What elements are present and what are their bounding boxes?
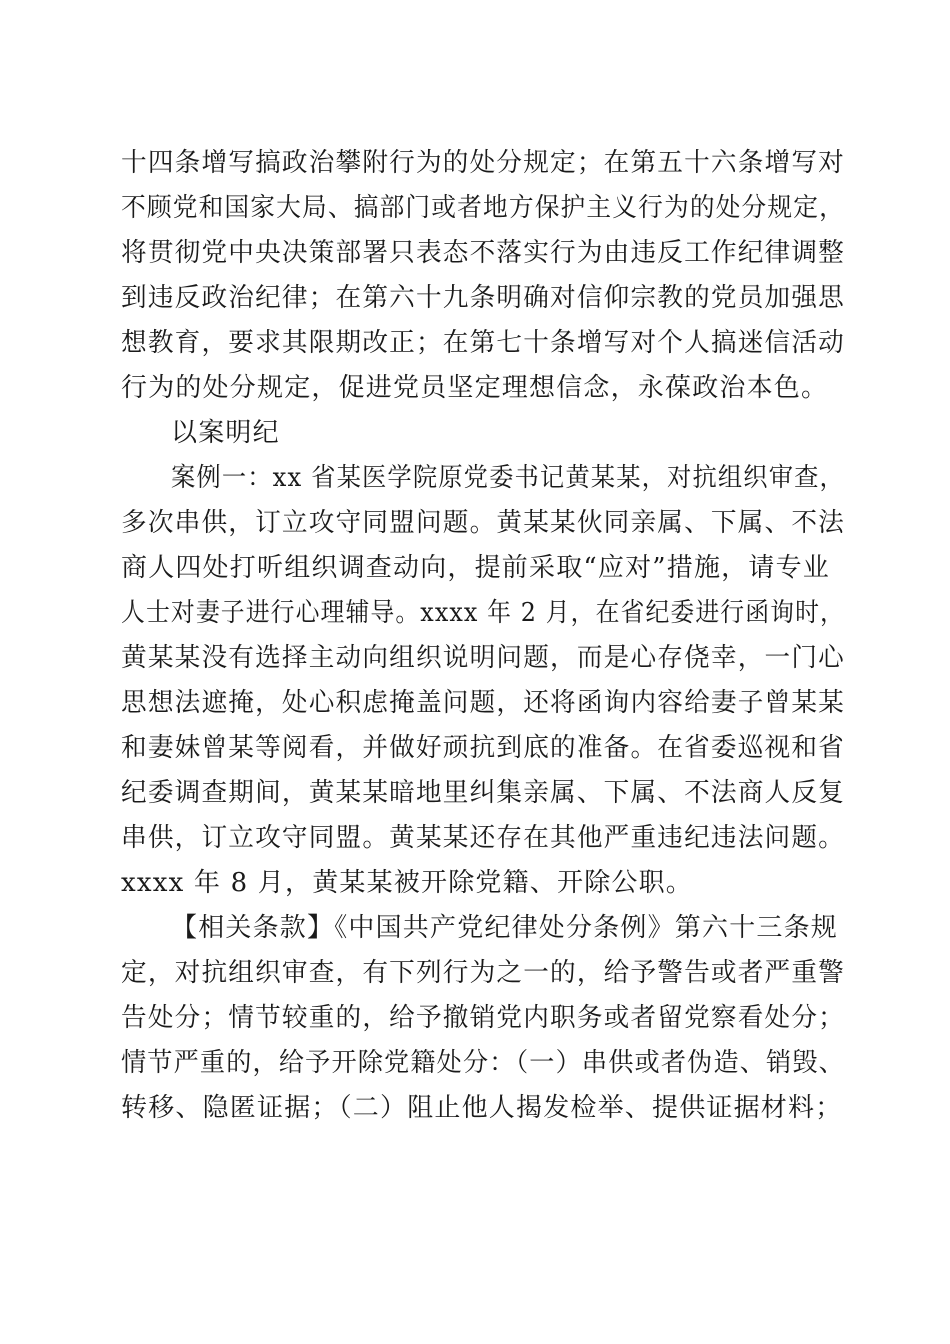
body-line: 情节严重的，给予开除党籍处分：（一）串供或者伪造、销毁、 — [121, 1048, 845, 1078]
body-line: 思想法遮掩，处心积虑掩盖问题，还将函询内容给妻子曾某某 — [121, 688, 845, 718]
body-line: 商人四处打听组织调查动向，提前采取“应对”措施，请专业 — [121, 553, 830, 583]
body-line: 定，对抗组织审查，有下列行为之一的，给予警告或者严重警 — [121, 958, 845, 988]
body-line: 告处分；情节较重的，给予撤销党内职务或者留党察看处分； — [121, 1003, 845, 1033]
body-line: 人士对妻子进行心理辅导。xxxx 年 2 月，在省纪委进行函询时， — [121, 598, 845, 628]
body-line: 纪委调查期间，黄某某暗地里纠集亲属、下属、不法商人反复 — [121, 778, 845, 808]
body-line: 转移、隐匿证据；（二）阻止他人揭发检举、提供证据材料； — [121, 1093, 843, 1123]
body-line: 黄某某没有选择主动向组织说明问题，而是心存侥幸，一门心 — [121, 643, 845, 673]
body-line: 到违反政治纪律；在第六十九条明确对信仰宗教的党员加强思 — [121, 283, 845, 313]
body-line: 想教育，要求其限期改正；在第七十条增写对个人搞迷信活动 — [121, 328, 845, 358]
body-line: 和妻妹曾某等阅看，并做好顽抗到底的准备。在省委巡视和省 — [121, 733, 845, 763]
section-heading: 以案明纪 — [171, 418, 280, 448]
body-line: 不顾党和国家大局、搞部门或者地方保护主义行为的处分规定， — [121, 193, 845, 223]
clause-paragraph-start: 【相关条款】《中国共产党纪律处分条例》第六十三条规 — [171, 913, 839, 943]
body-line: 串供，订立攻守同盟。黄某某还存在其他严重违纪违法问题。 — [121, 823, 845, 853]
body-line: 行为的处分规定，促进党员坚定理想信念，永葆政治本色。 — [121, 373, 829, 403]
case-paragraph-start: 案例一：xx 省某医学院原党委书记黄某某，对抗组织审查， — [171, 463, 845, 493]
body-line: 十四条增写搞政治攀附行为的处分规定；在第五十六条增写对 — [121, 148, 845, 178]
body-line: 将贯彻党中央决策部署只表态不落实行为由违反工作纪律调整 — [121, 238, 845, 268]
body-line: xxxx 年 8 月，黄某某被开除党籍、开除公职。 — [121, 868, 693, 898]
body-line: 多次串供，订立攻守同盟问题。黄某某伙同亲属、下属、不法 — [121, 508, 845, 538]
